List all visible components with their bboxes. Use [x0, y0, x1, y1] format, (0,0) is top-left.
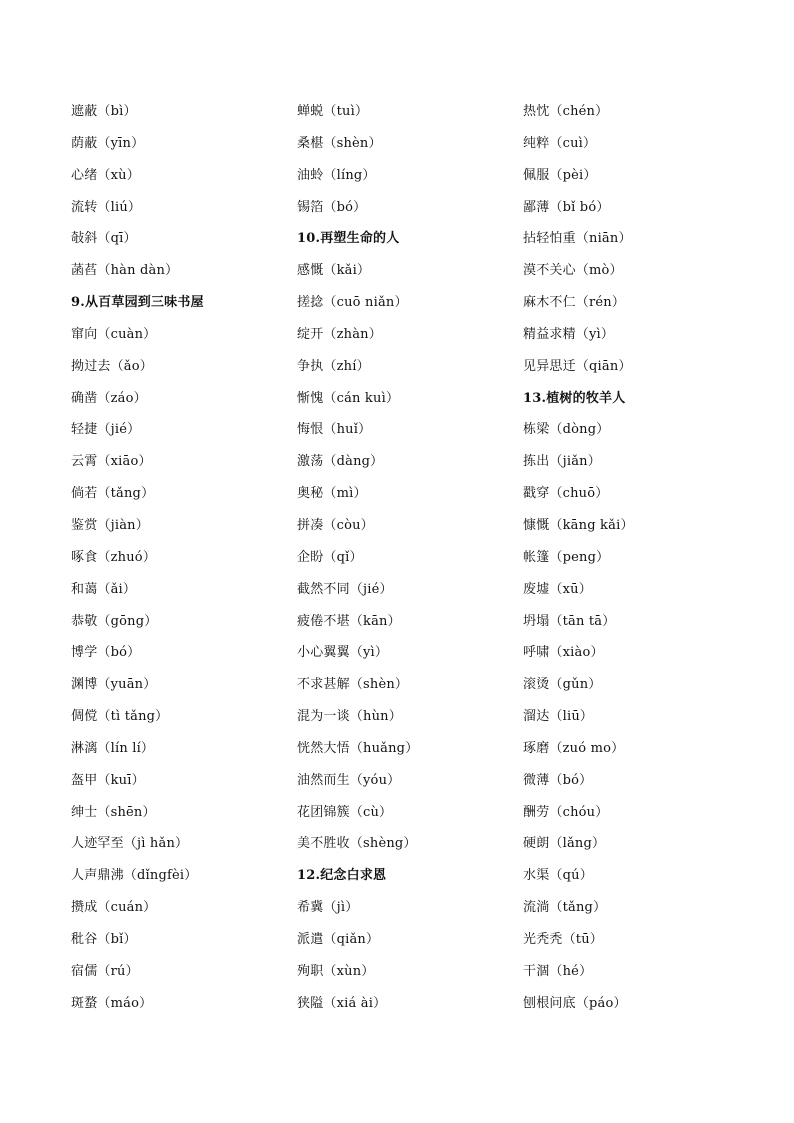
- vocab-entry: 流淌（tǎng）: [523, 900, 607, 916]
- vocab-entry: 见异思迁（qiān）: [523, 358, 632, 374]
- vocab-entry: 坍塌（tān tā）: [523, 613, 616, 629]
- vocab-entry: 人迹罕至（jì hǎn）: [71, 836, 189, 852]
- vocab-entry: 窜向（cuàn）: [71, 326, 157, 342]
- lesson-heading: 13.植树的牧羊人: [523, 390, 626, 406]
- vocab-entry: 鄙薄（bǐ bó）: [523, 199, 610, 215]
- vocab-entry: 和蔼（ǎi）: [71, 581, 137, 597]
- vocab-entry: 人声鼎沸（dǐngfèi）: [71, 868, 198, 884]
- vocab-entry: 美不胜收（shèng）: [297, 836, 417, 852]
- vocab-entry: 敧斜（qī）: [71, 231, 137, 247]
- vocab-entry: 废墟（xū）: [523, 581, 592, 597]
- vocab-entry: 恍然大悟（huǎng）: [297, 740, 419, 756]
- vocab-entry: 油蛉（líng）: [297, 167, 376, 183]
- vocab-entry: 心绪（xù）: [71, 167, 140, 183]
- vocab-entry: 纯粹（cuì）: [523, 135, 597, 151]
- vocab-entry: 秕谷（bǐ）: [71, 931, 137, 947]
- vocab-entry: 不求甚解（shèn）: [297, 677, 409, 693]
- vocab-entry: 干涸（hé）: [523, 963, 593, 979]
- vocab-entry: 刨根问底（páo）: [523, 995, 627, 1011]
- vocab-entry: 确凿（záo）: [71, 390, 147, 406]
- vocab-entry: 淋漓（lín lí）: [71, 740, 155, 756]
- vocab-entry: 拈轻怕重（niān）: [523, 231, 632, 247]
- vocab-entry: 硬朗（lǎng）: [523, 836, 606, 852]
- vocab-entry: 热忱（chén）: [523, 104, 609, 119]
- vocab-entry: 斑蝥（máo）: [71, 995, 153, 1011]
- vocab-entry: 微薄（bó）: [523, 772, 593, 788]
- vocab-entry: 感慨（kǎi）: [297, 263, 371, 279]
- lesson-heading: 12.纪念白求恩: [297, 868, 387, 884]
- vocab-entry: 菡萏（hàn dàn）: [71, 263, 179, 279]
- vocab-entry: 溜达（liū）: [523, 709, 594, 725]
- vocab-entry: 倘若（tǎng）: [71, 486, 155, 502]
- vocab-entry: 恭敬（gōng）: [71, 613, 158, 629]
- vocab-entry: 漠不关心（mò）: [523, 263, 623, 279]
- vocab-entry: 悔恨（huǐ）: [297, 422, 372, 438]
- vocab-entry: 佩服（pèi）: [523, 167, 597, 183]
- vocab-entry: 花团锦簇（cù）: [297, 804, 393, 820]
- vocab-entry: 争执（zhí）: [297, 358, 370, 374]
- vocab-entry: 滚烫（gǔn）: [523, 677, 602, 693]
- vocab-entry: 慷慨（kāng kǎi）: [523, 517, 634, 533]
- vocab-entry: 遮蔽（bì）: [71, 104, 137, 119]
- lesson-heading: 10.再塑生命的人: [297, 231, 400, 247]
- vocab-entry: 绽开（zhàn）: [297, 326, 382, 342]
- vocab-entry: 惭愧（cán kuì）: [297, 390, 400, 406]
- vocab-entry: 狭隘（xiá ài）: [297, 995, 387, 1011]
- vocab-entry: 荫蔽（yīn）: [71, 135, 145, 151]
- vocab-entry: 奥秘（mì）: [297, 486, 367, 502]
- vocab-entry: 油然而生（yóu）: [297, 772, 401, 788]
- vocab-entry: 麻木不仁（rén）: [523, 295, 626, 311]
- vocab-entry: 拣出（jiǎn）: [523, 454, 601, 470]
- vocab-entry: 倜傥（tì tǎng）: [71, 709, 169, 725]
- vocab-entry: 轻捷（jié）: [71, 422, 141, 438]
- vocab-entry: 光秃秃（tū）: [523, 931, 603, 947]
- vocab-entry: 盔甲（kuī）: [71, 772, 145, 788]
- vocab-entry: 拗过去（ǎo）: [71, 358, 153, 374]
- vocab-entry: 拼凑（còu）: [297, 517, 374, 533]
- vocab-entry: 搓捻（cuō niǎn）: [297, 295, 408, 311]
- vocab-entry: 绅士（shēn）: [71, 804, 156, 820]
- vocab-entry: 帐篷（peng）: [523, 549, 610, 565]
- vocab-entry: 博学（bó）: [71, 645, 141, 661]
- vocab-entry: 酬劳（chóu）: [523, 804, 609, 820]
- vocab-entry: 水渠（qú）: [523, 868, 593, 884]
- vocab-entry: 栋梁（dòng）: [523, 422, 610, 438]
- vocab-entry: 宿儒（rú）: [71, 963, 139, 979]
- vocab-entry: 激荡（dàng）: [297, 454, 384, 470]
- vocab-column-3: [523, 96, 753, 1019]
- vocab-entry: 渊博（yuān）: [71, 677, 157, 693]
- lesson-heading: 9.从百草园到三味书屋: [71, 295, 204, 311]
- vocab-entry: 蝉蜕（tuì）: [297, 104, 369, 119]
- vocab-entry: 流转（liú）: [71, 199, 142, 215]
- vocab-entry: 派遣（qiǎn）: [297, 931, 380, 947]
- vocab-entry: 啄食（zhuó）: [71, 549, 157, 565]
- vocab-entry: 希冀（jì）: [297, 900, 359, 916]
- vocab-entry: 桑椹（shèn）: [297, 135, 382, 151]
- vocab-entry: 鉴赏（jiàn）: [71, 517, 149, 533]
- vocab-column-2: [297, 96, 527, 1019]
- vocab-entry: 殉职（xùn）: [297, 963, 375, 979]
- vocab-entry: 戳穿（chuō）: [523, 486, 609, 502]
- vocab-entry: 琢磨（zuó mo）: [523, 740, 625, 756]
- vocab-entry: 云霄（xiāo）: [71, 454, 152, 470]
- vocab-entry: 企盼（qǐ）: [297, 549, 363, 565]
- vocab-entry: 疲倦不堪（kān）: [297, 613, 401, 629]
- vocab-entry: 呼啸（xiào）: [523, 645, 604, 661]
- vocab-entry: 精益求精（yì）: [523, 326, 615, 342]
- vocab-column-1: [71, 96, 301, 1019]
- vocab-entry: 攒成（cuán）: [71, 900, 157, 916]
- vocab-entry: 截然不同（jié）: [297, 581, 393, 597]
- vocab-entry: 小心翼翼（yì）: [297, 645, 389, 661]
- vocab-entry: 混为一谈（hùn）: [297, 709, 402, 725]
- vocab-entry: 锡箔（bó）: [297, 199, 367, 215]
